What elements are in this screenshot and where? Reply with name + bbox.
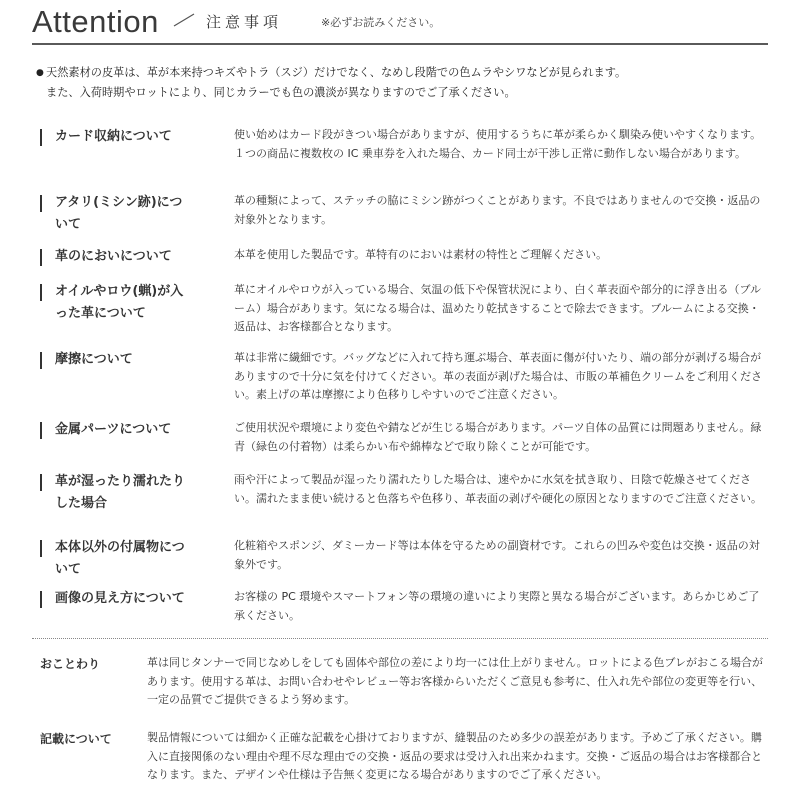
label-bar [40,422,42,439]
notice-label: 金属パーツについて [55,422,172,437]
label-bar [40,540,42,557]
label-bar [40,352,42,369]
footer-label: 記載について [40,732,112,746]
notice-desc: お客様の PC 環境やスマートフォン等の環境の違いにより実際と異なる場合がございます。あらかじめご了承ください。 [234,590,760,622]
intro-text [36,63,766,103]
label-bar [40,474,42,491]
notice-label: 革のにおいについて [55,249,172,264]
label-bar [40,591,42,608]
notice-label: 革が湿ったり濡れたりした場合 [55,474,186,511]
notice-label: 画像の見え方について [55,591,185,606]
label-bar [40,284,42,301]
notice-desc: 化粧箱やスポンジ、ダミーカード等は本体を守るための副資材です。これらの凹みや変色は交換・返品の対象外です。 [234,539,760,571]
notice-desc: ご使用状況や環境により変色や錆などが生じる場合があります。パーツ自体の品質には問題ありません。緑青（緑色の付着物）は柔らかい布や綿棒などで取り除くことが可能です。 [234,421,762,453]
notice-desc: 革にオイルやロウが入っている場合、気温の低下や保管状況により、白く革表面や部分的に浮き出る（ブルーム）場合があります。気になる場合は、温めたり乾拭きすることで除去できます。ブルームによる交換・返品は、お客様都合となります。 [234,283,762,333]
label-bar [40,249,42,266]
notice-desc: 革の種類によって、ステッチの脇にミシン跡がつくことがあります。不良ではありませんので交換・返品の対象外となります。 [234,194,761,226]
bullet-icon: ● [36,68,44,78]
footer-label: おことわり [40,657,101,671]
page-title: Attention [32,4,159,39]
notice-label: 本体以外の付属物について [55,540,185,577]
notice-desc: 雨や汗によって製品が湿ったり濡れたりした場合は、速やかに水気を拭き取り、日陰で乾燥させてください。濡れたまま使い続けると色落ちや色移り、革表面の剥げや硬化の原因となりますのでご注意ください。 [234,473,762,505]
intro-line-1: 天然素材の皮革は、革が本来持つキズやトラ（スジ）だけでなく、なめし段階での色ムラやシワなどが見られます。 [46,66,627,79]
notice-label: カード収納について [55,129,172,144]
slash-divider-icon [172,12,196,28]
footer-desc: 革は同じタンナーで同じなめしをしても固体や部位の差により均一には仕上がりません。ロットによる色ブレがおこる場合があります。使用する革は、お問い合わせやレビュー等お客様からいただくご意見も参考に、仕入れ先や部位の変更等を行い、一定の品質でご提供できるよう努めます。 [147,656,763,706]
notice-desc: 革は非常に繊細です。バッグなどに入れて持ち運ぶ場合、革表面に傷が付いたり、端の部分が剥げる場合がありますので十分に気を付けてください。革の表面が剥げた場合は、市販の革補色クリームをご利用ください。素上げの革は摩擦により色移りしやすいのでご注意ください。 [234,351,762,401]
notice-desc: 本革を使用した製品です。革特有のにおいは素材の特性とご理解ください。 [234,248,608,261]
footer-desc: 製品情報については細かく正確な記載を心掛けておりますが、縫製品のため多少の誤差があります。予めご了承ください。購入に直接関係のない理由や理不尽な理由での交換・返品の要求は受け入れ出来かねます。交換・ご返品の場合はお客様都合となります。また、デザインや仕様は予告無く変更になる場合がありますのでご了承ください。 [147,731,763,781]
header-note: ※必ずお読みください。 [321,16,441,29]
page-subtitle: 注意事項 [206,13,283,31]
label-bar [40,129,42,146]
intro-line-2: また、入荷時期やロットにより、同じカラーでも色の濃淡が異なりますのでご了承ください。 [46,86,516,99]
label-bar [40,195,42,212]
dotted-divider [32,638,768,639]
notice-desc: 使い始めはカード段がきつい場合がありますが、使用するうちに革が柔らかく馴染み使いやすくなります。１つの商品に複数枚の IC 乗車券を入れた場合、カード同士が干渉し正常に動作しない場合があります。 [234,128,762,160]
notice-label: 摩擦について [55,352,133,367]
header-rule [32,43,768,45]
header [32,0,768,46]
notice-label: オイルやロウ(蝋)が入った革について [55,284,184,321]
notice-label: アタリ(ミシン跡)について [55,195,183,232]
